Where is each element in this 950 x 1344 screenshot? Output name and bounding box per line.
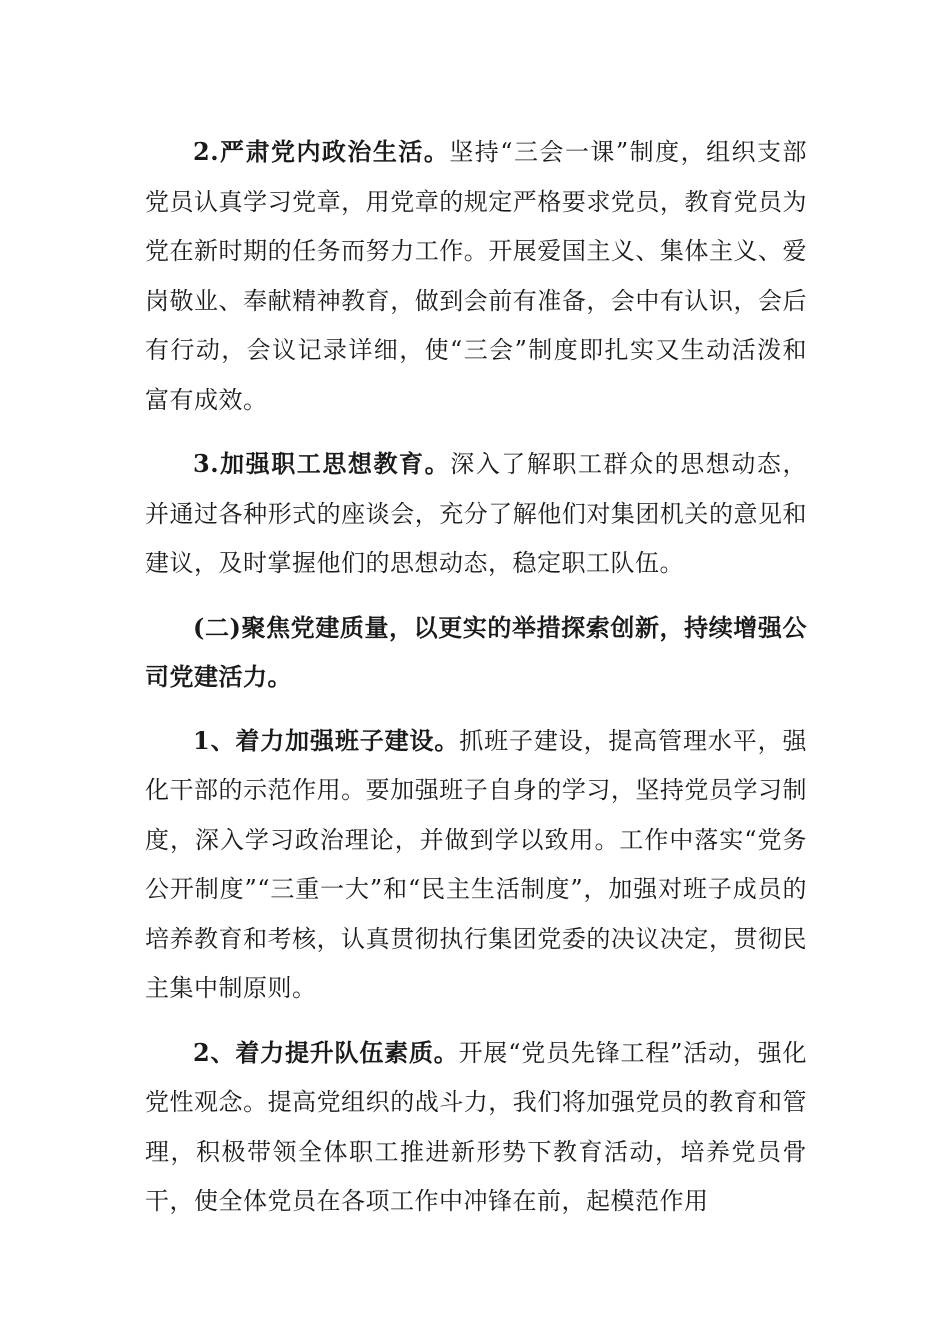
paragraph-lead: 1、着力加强班子建设。 (193, 725, 460, 755)
section-heading (145, 603, 807, 702)
paragraph-lead: 2、着力提升队伍素质。 (193, 1037, 459, 1067)
paragraph-team-quality (145, 1028, 807, 1227)
paragraph-team-building (145, 716, 807, 1014)
paragraph-lead: 2.严肃党内政治生活。 (193, 137, 450, 166)
paragraph-text: 抓班子建设，提高管理水平，强化干部的示范作用。要加强班子自身的学习，坚持党员学习制度，深入学习政治理论，并做到学以致用。工作中落实“党务公开制度”“三重一大”和“民主生活制度”，加强对班子成员的培养教育和考核，认真贯彻执行集团党委的决议决定，贯彻民主集中制原则。 (145, 726, 807, 1002)
paragraph-worker-education (145, 439, 807, 589)
paragraph-text: 深入了解职工群众的思想动态，并通过各种形式的座谈会，充分了解他们对集团机关的意见和建议，及时掌握他们的思想动态，稳定职工队伍。 (145, 450, 807, 577)
paragraph-lead: 3.加强职工思想教育。 (193, 449, 451, 478)
paragraph-text: 坚持“三会一课”制度，组织支部党员认真学习党章，用党章的规定严格要求党员，教育党员为党在新时期的任务而努力工作。开展爱国主义、集体主义、爱岗敬业、奉献精神教育，做到会前有准备，会中有认识，会后有行动，会议记录详细，使“三会”制度即扎实又生动活泼和富有成效。 (145, 138, 807, 414)
document-body (145, 127, 807, 1241)
paragraph-political-life (145, 127, 807, 425)
section-heading-text: (二)聚焦党建质量，以更实的举措探索创新，持续增强公司党建活力。 (145, 612, 807, 691)
paragraph-text: 开展“党员先锋工程”活动，强化党性观念。提高党组织的战斗力，我们将加强党员的教育和管理，积极带领全体职工推进新形势下教育活动，培养党员骨干，使全体党员在各项工作中冲锋在前，起模范作用 (145, 1038, 807, 1215)
